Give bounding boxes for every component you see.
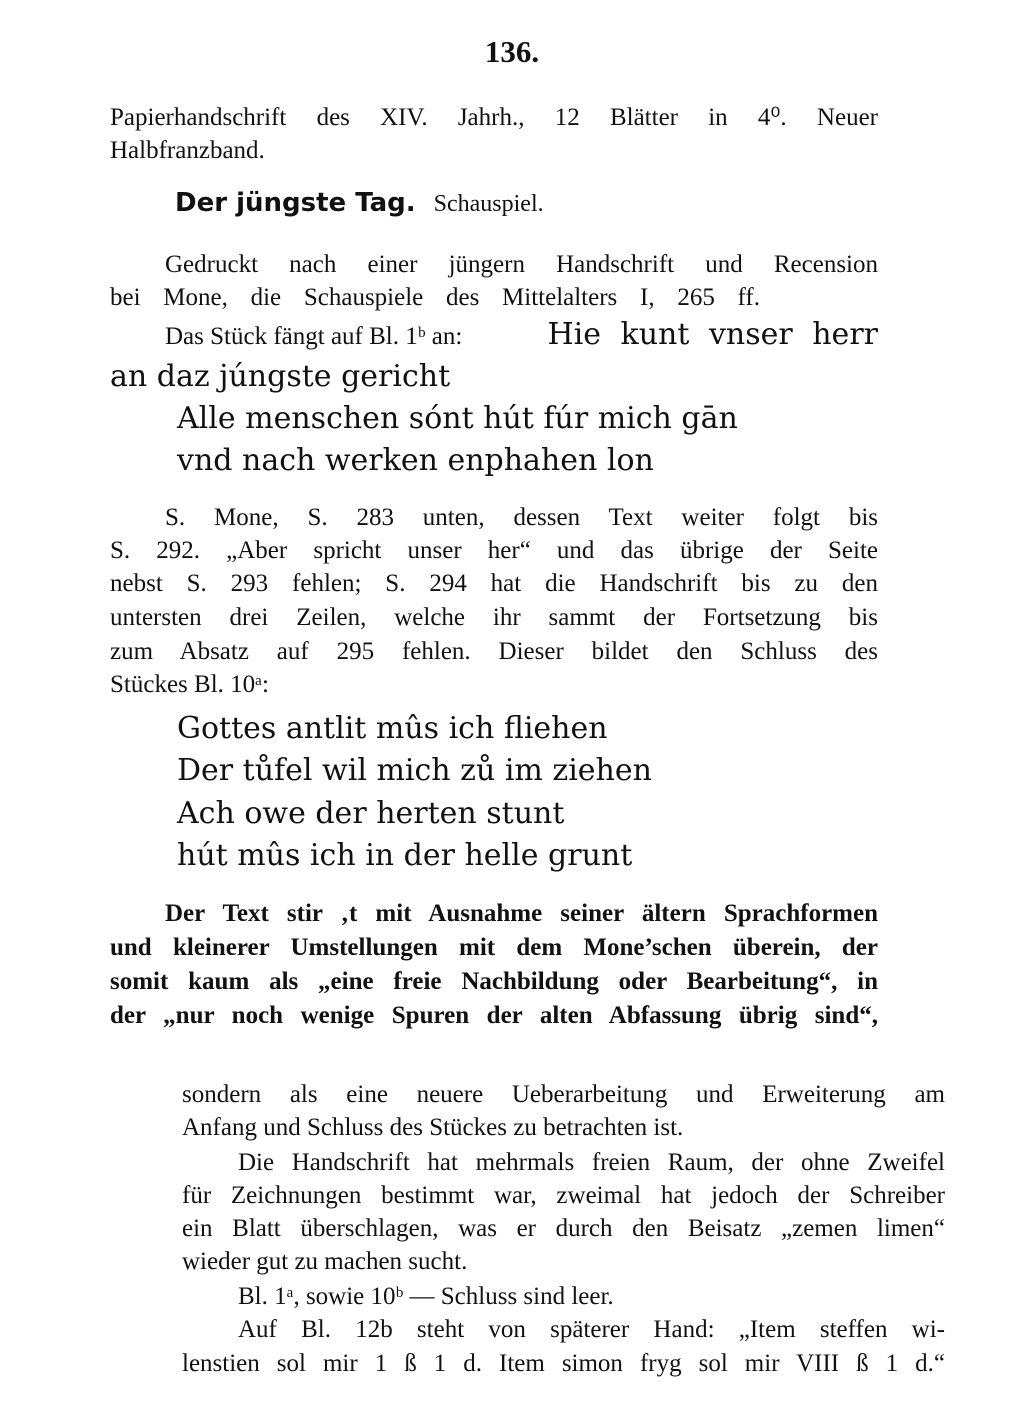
heading-title: Der jüngste Tag.: [175, 188, 416, 218]
intro-line: Papierhandschrift des XIV. Jahrh., 12 Blätter in 4⁰. Neuer: [110, 104, 878, 131]
paragraph-line: S. 292. „Aber spricht unser her“ und das übrige der Seite: [110, 537, 878, 564]
paragraph-line: zum Absatz auf 295 fehlen. Dieser bildet den Schluss des: [110, 638, 878, 665]
intro-line: Halbfranzband.: [110, 137, 265, 164]
print-note-line: Gedruckt nach einer jüngern Handschrift und Recension: [165, 251, 878, 278]
begin-line: [165, 318, 878, 354]
verse-line: Ach owe der herten stunt: [177, 796, 565, 831]
paragraph-line: Bl. 1ᵃ, sowie 10ᵇ — Schluss sind leer.: [238, 1283, 614, 1310]
verse-line: Gottes antlit mûs ich fliehen: [177, 711, 608, 746]
paragraph-line: S. Mone, S. 283 unten, dessen Text weiter folgt bis: [165, 504, 878, 531]
paragraph-line: Auf Bl. 12b steht von späterer Hand: „Item steffen wi-: [238, 1316, 945, 1343]
paragraph-line: ein Blatt überschlagen, was er durch den Beisatz „zemen limen“: [182, 1215, 945, 1242]
paragraph-line: Die Handschrift hat mehrmals freien Raum, der ohne Zweifel: [238, 1149, 945, 1176]
paragraph-line: somit kaum als „eine freie Nachbildung oder Bearbeitung“, in: [110, 968, 878, 995]
paragraph-line: Stückes Bl. 10ᵃ:: [110, 671, 269, 698]
verse-line: Alle menschen sónt hút fúr mich gān: [177, 401, 738, 436]
paragraph-line: der „nur noch wenige Spuren der alten Abfassung übrig sind“,: [110, 1002, 878, 1029]
verse-line: Der tůfel wil mich zů im ziehen: [177, 753, 652, 788]
paragraph-line: lenstien sol mir 1 ß 1 d. Item simon fryg sol mir VIII ß 1 d.“: [182, 1350, 945, 1377]
paragraph-line: für Zeichnungen bestimmt war, zweimal hat jedoch der Schreiber: [182, 1182, 945, 1209]
paragraph-line: nebst S. 293 fehlen; S. 294 hat die Handschrift bis zu den: [110, 570, 878, 597]
print-note-line: bei Mone, die Schauspiele des Mittelalters I, 265 ff.: [110, 284, 760, 311]
begin-prefix: Das Stück fängt auf Bl. 1ᵇ an:: [165, 323, 463, 350]
page-number: 136.: [484, 34, 540, 69]
begin-verse: Hie kunt vnser herr: [547, 317, 878, 352]
verse-line: an daz júngste gericht: [110, 359, 451, 394]
paragraph-line: untersten drei Zeilen, welche ihr sammt der Fortsetzung bis: [110, 604, 878, 631]
verse-line: hút mûs ich in der helle grunt: [177, 838, 633, 873]
paragraph-line: wieder gut zu machen sucht.: [182, 1248, 468, 1275]
verse-line: vnd nach werken enphahen lon: [177, 443, 654, 478]
section-heading: [175, 186, 544, 221]
paragraph-line: Anfang und Schluss des Stückes zu betrachten ist.: [182, 1114, 684, 1141]
heading-subtitle: Schauspiel.: [433, 191, 544, 217]
paragraph-line: Der Text stir ‚t mit Ausnahme seiner ältern Sprachformen: [165, 900, 878, 927]
paragraph-line: sondern als eine neuere Ueberarbeitung und Erweiterung am: [182, 1081, 945, 1108]
paragraph-line: und kleinerer Umstellungen mit dem Mone’schen überein, der: [110, 934, 878, 961]
